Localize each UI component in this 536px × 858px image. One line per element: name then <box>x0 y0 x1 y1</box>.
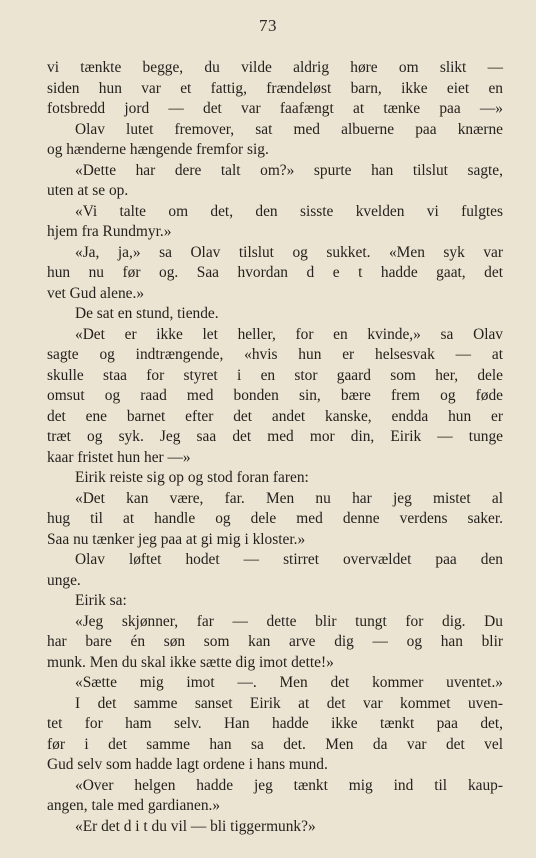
text-line: «Det er ikke let heller, for en kvinde,» sa Olav <box>75 325 503 343</box>
text-line: kaar fristet hun her —» <box>47 448 191 466</box>
text-line: vi tænkte begge, du vilde aldrig høre om slikt — <box>47 59 503 76</box>
text-line: «Er det d i t du vil — bli tiggermunk?» <box>75 817 316 835</box>
text-line: «Sætte mig imot —. Men det kommer uventet.» <box>75 674 503 691</box>
text-line: siden hun var et fattig, frændeløst barn, ikke eiet en <box>47 79 503 97</box>
page-number: 73 <box>259 16 277 35</box>
text-line: træt og syk. Jeg saa det med mor din, Eirik — tunge <box>47 428 503 445</box>
text-line: hun nu før og. Saa hvordan d e t hadde gaat, det <box>47 264 503 281</box>
body-text <box>47 58 503 837</box>
text-line: det ene barnet efter det andet kanske, endda hun er <box>47 407 503 425</box>
text-line: før i det samme han sa det. Men da var det vel <box>47 735 503 753</box>
text-line: Eirik reiste sig op og stod foran faren: <box>75 469 309 486</box>
text-line: sagte og indtrængende, «hvis hun er helsesvak — at <box>47 346 503 363</box>
text-line: Eirik sa: <box>75 592 127 609</box>
text-line: Gud selv som hadde lagt ordene i hans mund. <box>47 756 328 773</box>
text-line: uten at se op. <box>47 182 129 199</box>
text-line: «Dette har dere talt om?» spurte han tilslut sagte, <box>75 161 503 179</box>
text-line: har bare én søn som kan arve dig — og han blir <box>47 633 503 650</box>
text-line: «Det kan være, far. Men nu har jeg mistet al <box>75 489 503 507</box>
text-line: hjem fra Rundmyr.» <box>47 223 172 240</box>
text-line: «Jeg skjønner, far — dette blir tungt for dig. Du <box>75 612 503 630</box>
text-line: skulle staa for styret i en stor gaard som her, dele <box>47 366 503 384</box>
text-line: tet for ham selv. Han hadde ikke tænkt paa det, <box>47 715 503 732</box>
text-line: I det samme sanset Eirik at det var kommet uven- <box>75 694 503 712</box>
text-line: munk. Men du skal ikke sætte dig imot dette!» <box>47 653 334 671</box>
text-line: «Over helgen hadde jeg tænkt mig ind til kaup- <box>75 776 503 794</box>
text-line: «Vi talte om det, den sisste kvelden vi fulgtes <box>75 202 503 220</box>
text-line: vet Gud alene.» <box>47 284 145 302</box>
text-line: Olav løftet hodet — stirret overvældet paa den <box>75 551 503 568</box>
text-line: De sat en stund, tiende. <box>75 305 219 322</box>
text-line: «Ja, ja,» sa Olav tilslut og sukket. «Men syk var <box>75 243 503 261</box>
text-line: unge. <box>47 571 81 589</box>
text-line: og hænderne hængende fremfor sig. <box>47 141 269 158</box>
text-line: angen, tale med gardianen.» <box>47 797 221 814</box>
text-line: fotsbredd jord — det var faafængt at tænke paa —» <box>47 100 503 117</box>
text-line: Saa nu tænker jeg paa at gi mig i kloster.» <box>47 530 306 548</box>
text-line: hug til at handle og dele med denne verdens saker. <box>47 510 503 527</box>
text-line: omsut og raad med bonden sin, bære frem og føde <box>47 387 503 404</box>
text-line: Olav lutet fremover, sat med albuerne paa knærne <box>75 120 503 138</box>
